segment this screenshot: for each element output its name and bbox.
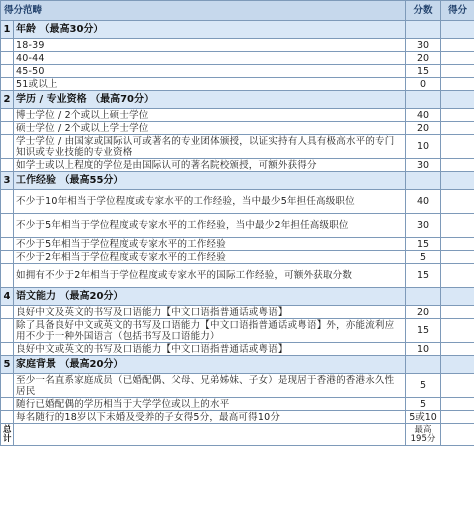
table-row bbox=[1, 343, 474, 356]
section-title: 家庭背景 （最高20分） bbox=[14, 356, 406, 374]
row-desc: 51或以上 bbox=[14, 78, 406, 91]
table-row bbox=[1, 398, 474, 411]
row-desc: 不少于10年相当于学位程度或专家水平的工作经验，当中最少5年担任高级职位 bbox=[14, 190, 406, 214]
row-score: 30 bbox=[406, 214, 441, 238]
table-row bbox=[1, 65, 474, 78]
section-title: 学历 / 专业资格 （最高70分） bbox=[14, 91, 406, 109]
row-desc: 学士学位 / 由国家或国际认可或著名的专业团体颁授，以证实持有人具有极高水平的专门知识或专业技能的专业资格 bbox=[14, 135, 406, 159]
row-desc: 40-44 bbox=[14, 52, 406, 65]
section-index: 3 bbox=[1, 172, 14, 190]
table-row bbox=[1, 78, 474, 91]
row-desc: 18-39 bbox=[14, 39, 406, 52]
row-score: 5 bbox=[406, 374, 441, 398]
row-score: 5 bbox=[406, 251, 441, 264]
table-row bbox=[1, 374, 474, 398]
row-desc: 随行已婚配偶的学历相当于大学学位或以上的水平 bbox=[14, 398, 406, 411]
row-desc: 良好中文或英文的书写及口语能力【中文口语指普通话或粤语】 bbox=[14, 343, 406, 356]
row-score: 40 bbox=[406, 109, 441, 122]
table-row bbox=[1, 264, 474, 288]
total-row bbox=[1, 424, 474, 446]
table-row bbox=[1, 52, 474, 65]
table-row bbox=[1, 39, 474, 52]
section-index: 4 bbox=[1, 288, 14, 306]
row-desc: 45-50 bbox=[14, 65, 406, 78]
section-title: 语文能力 （最高20分） bbox=[14, 288, 406, 306]
section-row bbox=[1, 21, 474, 39]
section-row bbox=[1, 288, 474, 306]
row-score: 20 bbox=[406, 306, 441, 319]
row-score: 15 bbox=[406, 319, 441, 343]
table-header-row bbox=[1, 1, 474, 21]
header-pct: 得分 bbox=[441, 1, 474, 21]
table-row bbox=[1, 135, 474, 159]
table-row bbox=[1, 190, 474, 214]
table-row bbox=[1, 306, 474, 319]
table-row bbox=[1, 238, 474, 251]
row-score: 20 bbox=[406, 122, 441, 135]
row-desc: 不少于5年相当于学位程度或专家水平的工作经验 bbox=[14, 238, 406, 251]
row-score: 15 bbox=[406, 264, 441, 288]
section-title: 年龄 （最高30分） bbox=[14, 21, 406, 39]
row-desc: 不少于5年相当于学位程度或专家水平的工作经验，当中最少2年担任高级职位 bbox=[14, 214, 406, 238]
row-desc: 良好中文及英文的书写及口语能力【中文口语指普通话或粤语】 bbox=[14, 306, 406, 319]
table-row bbox=[1, 122, 474, 135]
section-index: 2 bbox=[1, 91, 14, 109]
table-row bbox=[1, 214, 474, 238]
row-desc: 如拥有不少于2年相当于学位程度或专家水平的国际工作经验，可额外获取分数 bbox=[14, 264, 406, 288]
row-score: 15 bbox=[406, 238, 441, 251]
row-score: 5或10 bbox=[406, 411, 441, 424]
header-desc: 得分范畴 bbox=[1, 1, 406, 21]
row-desc: 如学士或以上程度的学位是由国际认可的著名院校颁授，可额外获得分 bbox=[14, 159, 406, 172]
total-label: 总计 bbox=[1, 424, 14, 446]
row-score: 5 bbox=[406, 398, 441, 411]
row-desc: 每名随行的18岁以下未婚及受养的子女得5分，最高可得10分 bbox=[14, 411, 406, 424]
row-score: 20 bbox=[406, 52, 441, 65]
table-row bbox=[1, 109, 474, 122]
section-row bbox=[1, 172, 474, 190]
row-score: 30 bbox=[406, 39, 441, 52]
header-score: 分数 bbox=[406, 1, 441, 21]
row-desc: 硕士学位 / 2个或以上学士学位 bbox=[14, 122, 406, 135]
row-score: 40 bbox=[406, 190, 441, 214]
row-desc: 至少一名直系家庭成员（已婚配偶、父母、兄弟姊妹、子女）是现居于香港的香港永久性居民 bbox=[14, 374, 406, 398]
row-desc: 博士学位 / 2个或以上硕士学位 bbox=[14, 109, 406, 122]
row-score: 10 bbox=[406, 135, 441, 159]
row-score: 10 bbox=[406, 343, 441, 356]
row-score: 30 bbox=[406, 159, 441, 172]
section-row bbox=[1, 91, 474, 109]
row-desc: 除了具备良好中文或英文的书写及口语能力【中文口语指普通话或粤语】外，亦能流利应用不少于一种外国语言（包括书写及口语能力） bbox=[14, 319, 406, 343]
row-score: 0 bbox=[406, 78, 441, 91]
section-index: 5 bbox=[1, 356, 14, 374]
row-desc: 不少于2年相当于学位程度或专家水平的工作经验 bbox=[14, 251, 406, 264]
section-index: 1 bbox=[1, 21, 14, 39]
table-row bbox=[1, 159, 474, 172]
total-score: 最高195分 bbox=[406, 424, 441, 446]
section-row bbox=[1, 356, 474, 374]
row-score: 15 bbox=[406, 65, 441, 78]
table-row bbox=[1, 319, 474, 343]
table-row bbox=[1, 411, 474, 424]
section-title: 工作经验 （最高55分） bbox=[14, 172, 406, 190]
table-row bbox=[1, 251, 474, 264]
